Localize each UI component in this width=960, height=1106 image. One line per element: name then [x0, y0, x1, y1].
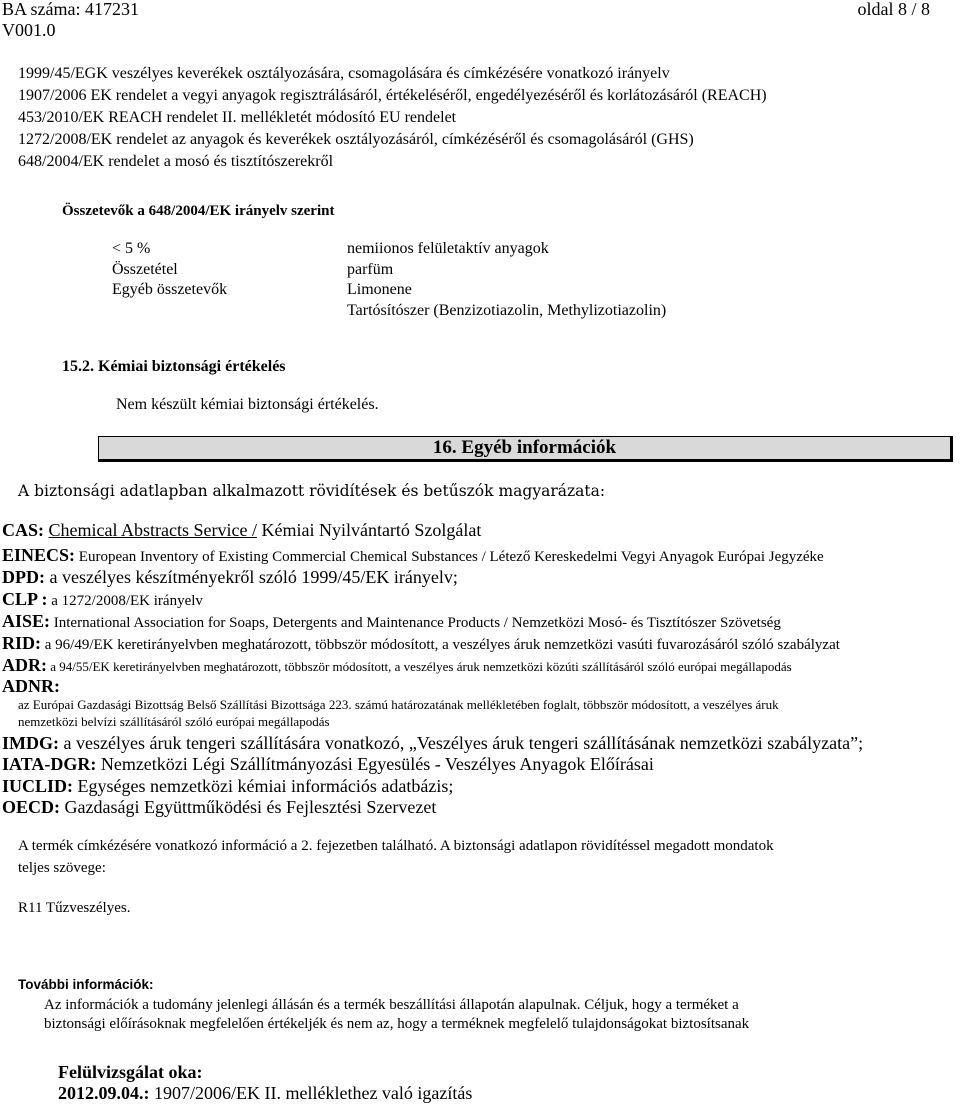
abbr-key: EINECS:	[2, 545, 76, 565]
abbr-rid	[2, 633, 840, 654]
abbr-key: CLP :	[2, 589, 48, 609]
revision-heading: Felülvizsgálat oka:	[58, 1062, 203, 1082]
abbr-key: CAS:	[2, 520, 45, 540]
regulation-line: 648/2004/EK rendelet a mosó és tisztítószerekről	[18, 153, 334, 170]
revision-entry	[58, 1083, 472, 1104]
abbr-key: ADR:	[2, 655, 47, 675]
abbr-key: RID:	[2, 633, 41, 653]
abbr-key: IMDG:	[2, 733, 59, 753]
abbr-iata	[2, 754, 654, 775]
abbr-adnr-line: nemzetközi belvízi szállításáról szóló európai megállapodás	[18, 714, 330, 729]
abbr-dpd	[2, 567, 458, 588]
abbr-adr	[2, 655, 792, 676]
labeling-text: A termék címkézésére vonatkozó információ a 2. fejezetben található. A biztonsági adatlapon rövidítéssel megadott mondatok	[18, 838, 774, 854]
abbr-text: a veszélyes készítményekről szóló 1999/45/EK irányelv;	[45, 567, 458, 587]
section-16-title: 16. Egyéb információk	[432, 437, 617, 458]
abbr-text: a 96/49/EK keretirányelvben meghatározott, többször módosított, a veszélyes áruk nemzetközi vasúti fuvarozásáról szóló szabályzat	[41, 637, 840, 653]
chem-safety-text: Nem készült kémiai biztonsági értékelés.	[116, 396, 379, 413]
labeling-text: teljes szövege:	[18, 860, 106, 876]
abbr-key: OECD:	[2, 797, 60, 817]
abbr-text: a veszélyes áruk tengeri szállítására vonatkozó, „Veszélyes áruk tengeri szállításának nemzetközi szabályzata”;	[59, 733, 864, 753]
regulation-line: 453/2010/EK REACH rendelet II. mellékletét módosító EU rendelet	[18, 109, 457, 126]
abbreviations-intro: A biztonsági adatlapban alkalmazott rövidítések és betűszók magyarázata:	[18, 482, 606, 500]
ingredient-value: parfüm	[347, 261, 394, 278]
abbr-text: Gazdasági Együttműködési és Fejlesztési Szervezet	[60, 797, 437, 817]
chem-safety-heading: 15.2. Kémiai biztonsági értékelés	[62, 358, 286, 375]
cas-link[interactable]: Chemical Abstracts Service /	[48, 520, 257, 540]
page-number: oldal 8 / 8	[857, 0, 930, 19]
ingredient-label: Egyéb összetevők	[112, 281, 228, 298]
abbr-text: International Association for Soaps, Detergents and Maintenance Products / Nemzetközi Mosó- és Tisztítószer Szövetség	[50, 615, 781, 631]
further-info-text: biztonsági előírásoknak megfelelően értékeljék és nem az, hogy a terméknek megfelelő tulajdonságokat biztosítsanak	[44, 1016, 750, 1032]
regulation-line: 1272/2008/EK rendelet az anyagok és keverékek osztályozásáról, címkézéséről és csomagolásáról (GHS)	[18, 131, 694, 148]
ingredient-label: < 5 %	[112, 240, 151, 257]
regulation-line: 1907/2006 EK rendelet a vegyi anyagok regisztrálásáról, értékeléséről, engedélyezéséről és korlátozásáról (REACH)	[18, 87, 767, 104]
ingredient-label: Összetétel	[112, 261, 178, 278]
abbr-key: AISE:	[2, 611, 51, 631]
abbr-oecd	[2, 797, 436, 818]
further-info-text: Az információk a tudomány jelenlegi állásán és a termék beszállítási állapotán alapulnak. Céljuk, hogy a terméket a	[44, 997, 739, 1013]
abbr-key: DPD:	[2, 567, 45, 587]
ingredient-value: nemiionos felületaktív anyagok	[347, 240, 549, 257]
abbr-text: a 94/55/EK keretirányelvben meghatározott, többször módosított, a veszélyes áruk nemzetközi közúti szállításáról szóló európai megállapodás	[47, 659, 792, 674]
further-info-heading: További információk:	[18, 977, 154, 992]
abbr-imdg	[2, 733, 863, 754]
abbr-text: a 1272/2008/EK irányelv	[47, 593, 203, 609]
section-16-box	[98, 436, 953, 462]
abbr-text: Nemzetközi Légi Szállítmányozási Egyesülés - Veszélyes Anyagok Előírásai	[96, 754, 654, 774]
document-id: BA száma: 417231	[2, 0, 139, 19]
abbr-clp	[2, 589, 203, 610]
abbr-iuclid	[2, 776, 453, 797]
abbr-adnr-line: az Európai Gazdasági Bizottság Belső Szállítási Bizottsága 223. számú határozatának mellékletében foglalt, többször módosított, a veszélyes áruk	[18, 697, 779, 712]
abbr-key: IATA-DGR:	[2, 754, 97, 774]
r-phrase: R11 Tűzveszélyes.	[18, 900, 131, 916]
ingredients-heading: Összetevők a 648/2004/EK irányelv szerint	[62, 203, 335, 219]
abbr-text: Egységes nemzetközi kémiai információs adatbázis;	[73, 776, 454, 796]
abbr-einecs	[2, 545, 824, 566]
revision-date: 2012.09.04.:	[58, 1083, 150, 1103]
abbr-text: European Inventory of Existing Commercial Chemical Substances / Létező Kereskedelmi Vegyi Anyagok Európai Jegyzéke	[75, 549, 824, 565]
regulation-line: 1999/45/EGK veszélyes keverékek osztályozására, csomagolására és címkézésére vonatkozó irányelv	[18, 65, 670, 82]
abbr-aise	[2, 611, 781, 632]
ingredient-value: Limonene	[347, 281, 412, 298]
revision-reason: 1907/2006/EK II. melléklethez való igazítás	[149, 1083, 473, 1103]
abbr-text: Kémiai Nyilvántartó Szolgálat	[256, 520, 482, 540]
abbr-key: IUCLID:	[2, 776, 74, 796]
abbr-cas	[2, 520, 481, 541]
abbr-key-adnr: ADNR:	[2, 676, 60, 696]
ingredient-value: Tartósítószer (Benzizotiazolin, Methylizotiazolin)	[347, 302, 667, 319]
document-version: V001.0	[2, 20, 56, 40]
